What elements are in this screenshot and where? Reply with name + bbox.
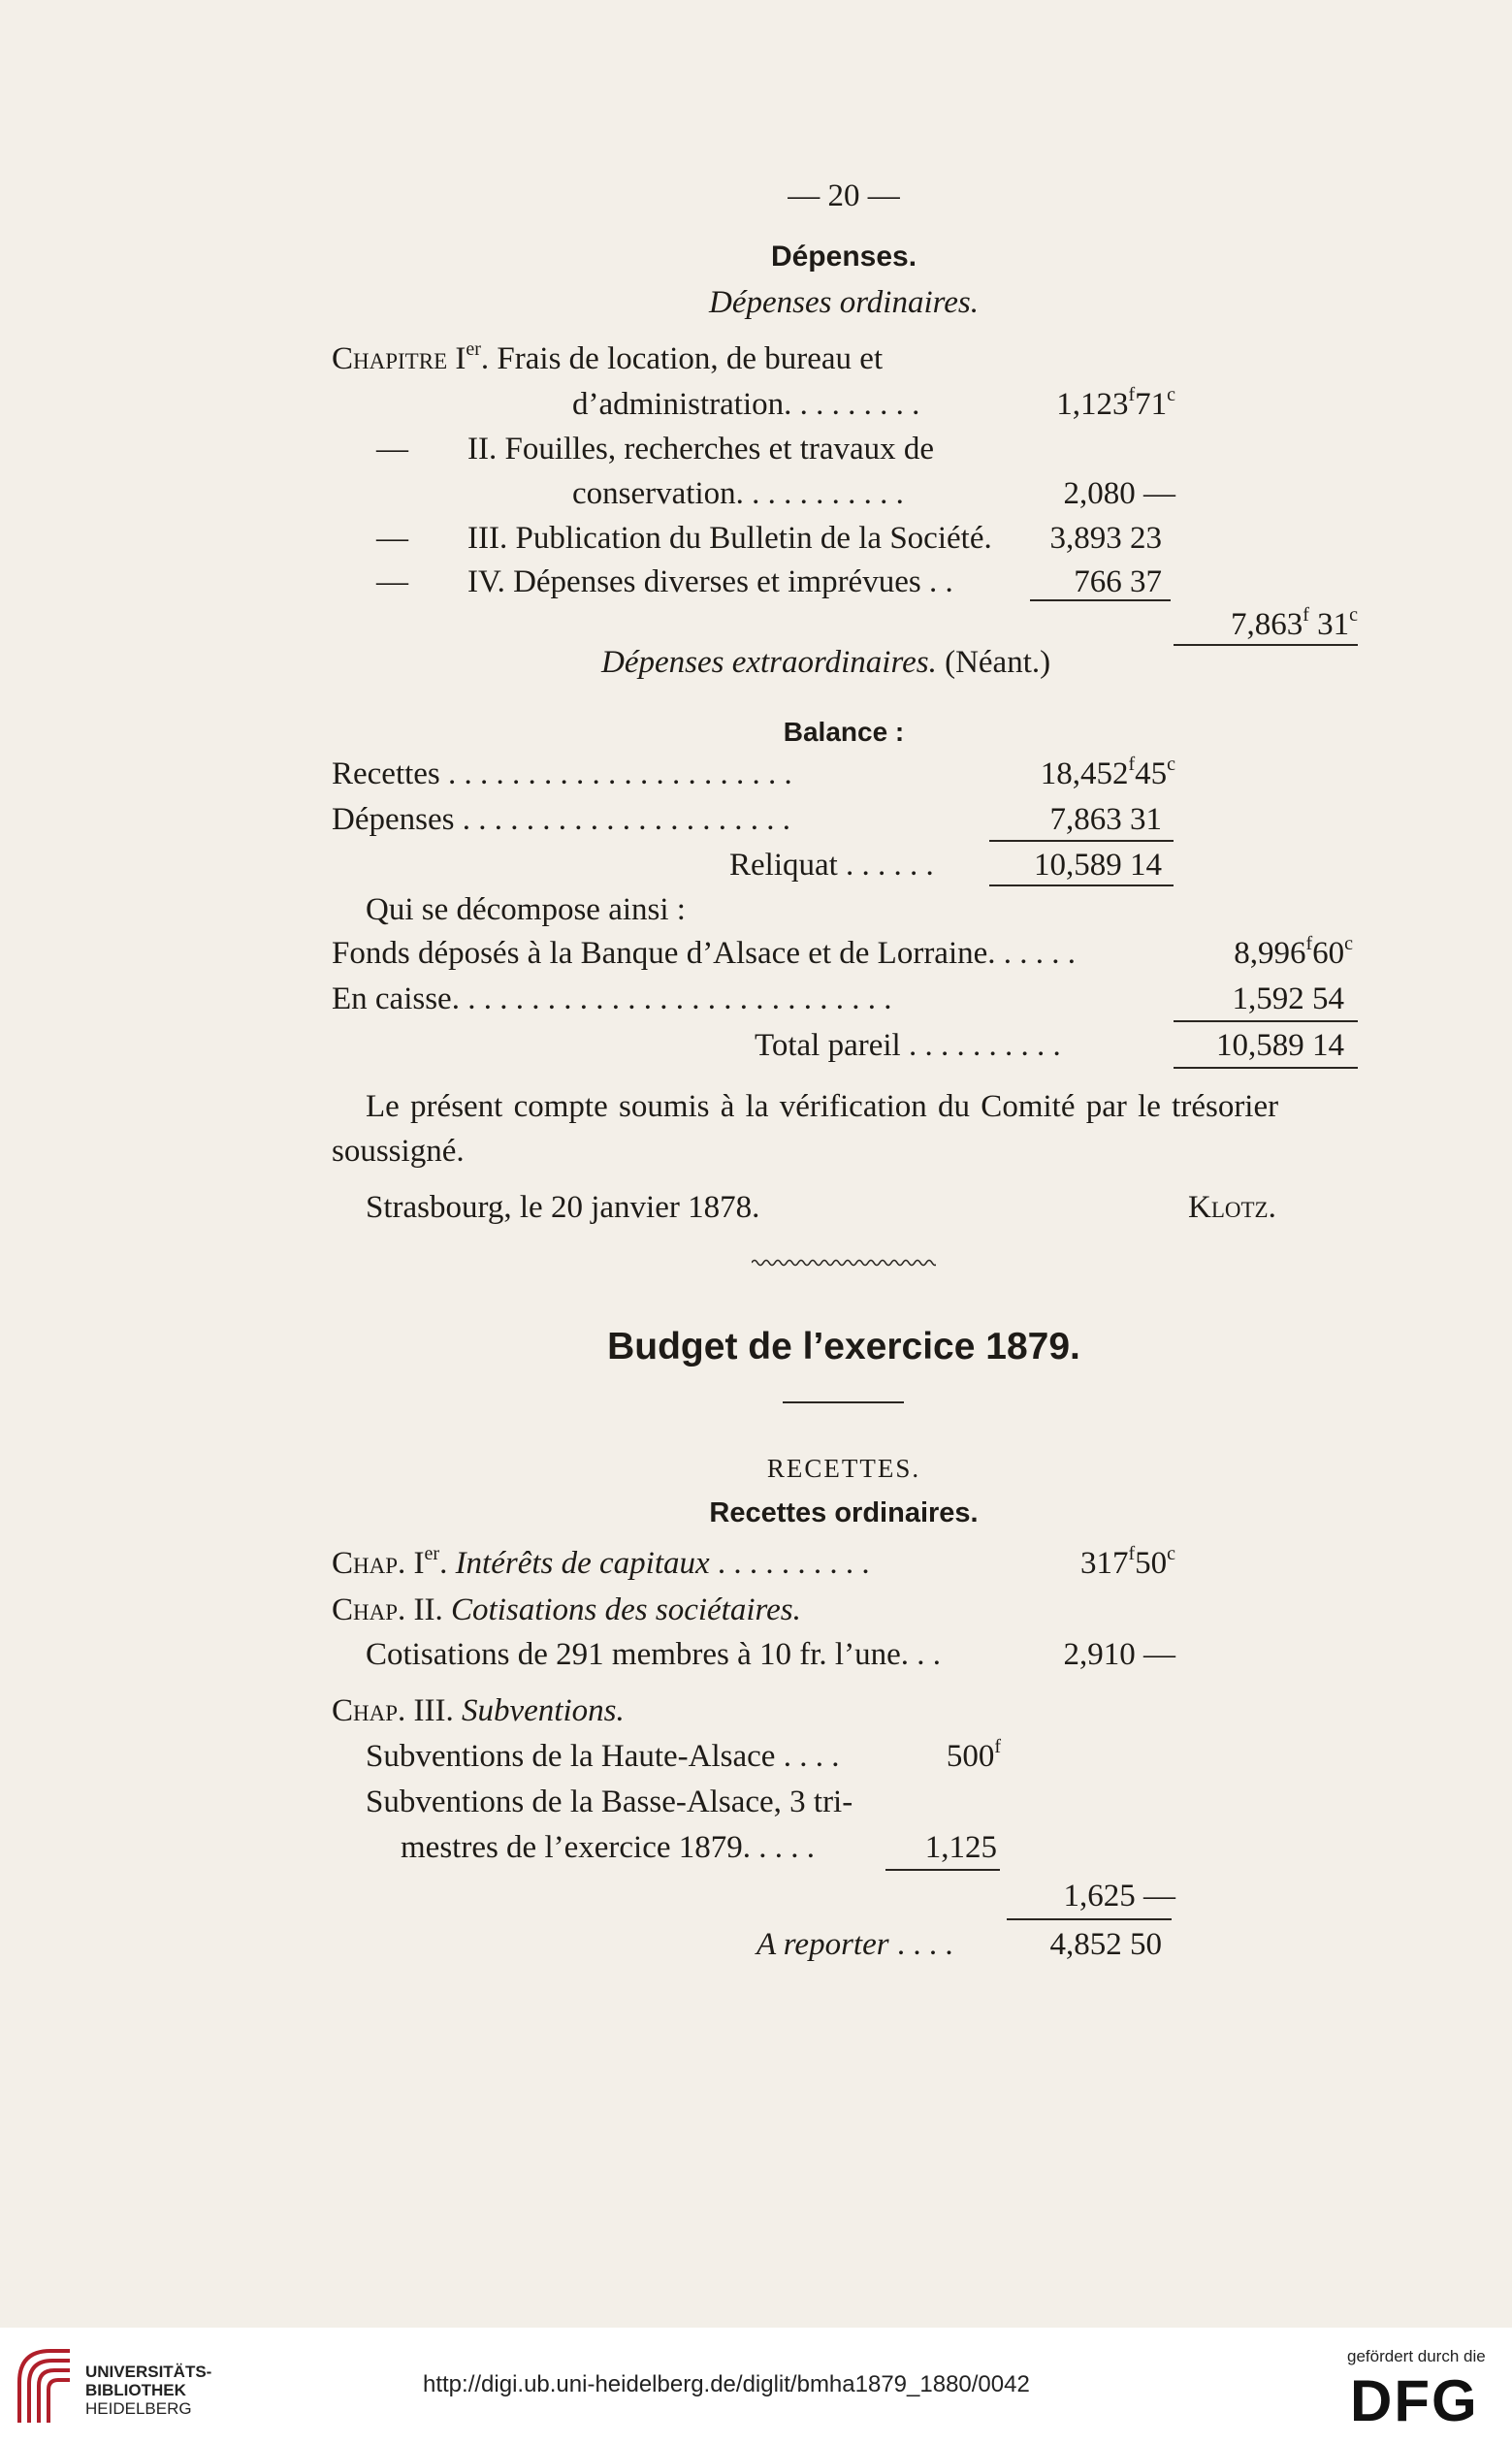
caisse-label: En caisse. . . . . . . . . . . . . . . . . . . . . . . . . . . .: [332, 981, 892, 1016]
place-date: Strasbourg, le 20 janvier 1878.: [366, 1190, 760, 1225]
budget-ch3-heading: Chap. III. Subventions.: [332, 1693, 625, 1728]
reliquat-underline: [989, 884, 1174, 886]
ch2-line-a: II. Fouilles, recherches et travaux de: [467, 432, 935, 466]
reporter-amount: 4,852 50: [1049, 1927, 1162, 1962]
recettes-ordinaires-heading: Recettes ordinaires.: [709, 1497, 979, 1528]
ch2-amount: 2,080 —: [1063, 476, 1175, 511]
ch2-dash: —: [376, 432, 408, 466]
ch4-underline: [1030, 599, 1171, 601]
depenses-ordinaires-heading: Dépenses ordinaires.: [708, 285, 980, 320]
reliquat-amount: 10,589 14: [1034, 848, 1162, 883]
budget-title-rule: [783, 1401, 904, 1403]
depenses-total: 7,863$^f$ 31$^c$: [1230, 604, 1358, 642]
source-url-link[interactable]: http://digi.ub.uni-heidelberg.de/diglit/bmha1879_1880/0042: [423, 2371, 1030, 2397]
recettes-heading: RECETTES.: [766, 1454, 921, 1483]
decompose-text: Qui se décompose ainsi :: [366, 892, 686, 927]
page-number: — 20 —: [788, 178, 900, 213]
library-logo-icon: [14, 2345, 74, 2427]
balance-heading: Balance :: [783, 717, 905, 747]
fonds-label: Fonds déposés à la Banque d’Alsace et de Lorraine. . . . . .: [332, 936, 1077, 971]
ch1-line-a: Chapitre Ier. Frais de location, de bureau et: [332, 338, 884, 376]
budget-ch2-amount: 2,910 —: [1063, 1637, 1175, 1672]
balance-depenses-underline: [989, 840, 1174, 842]
wavy-separator: [752, 1257, 936, 1269]
budget-ch1-amount: 317$^f$50$^c$: [1079, 1543, 1175, 1581]
ch3-dash: —: [376, 521, 408, 556]
balance-recettes-amount: 18,452$^f$45$^c$: [1040, 754, 1175, 791]
total-pareil-amount: 10,589 14: [1216, 1028, 1344, 1063]
depenses-heading: Dépenses.: [770, 241, 917, 273]
ch1-line-b: d’administration. . . . . . . . .: [572, 387, 920, 422]
caisse-amount: 1,592 54: [1232, 981, 1344, 1016]
subventions-total: 1,625 —: [1063, 1879, 1175, 1913]
ch1-amount: 1,123$^f$71$^c$: [1056, 384, 1175, 422]
budget-title: Budget de l’exercice 1879.: [607, 1326, 1080, 1367]
ch4-amount: 766 37: [1074, 564, 1162, 599]
subvention-basse-alsace-b: mestres de l’exercice 1879. . . . .: [401, 1830, 816, 1865]
statement-line-2: soussigné.: [332, 1134, 465, 1169]
library-name-1: UNIVERSITÄTS-: [85, 2363, 212, 2381]
subvention-haute-alsace-amount: 500$^f$: [946, 1736, 1001, 1774]
statement-line-1: Le présent compte soumis à la vérification du Comité par le trésorier: [366, 1089, 1279, 1124]
subventions-underline: [885, 1869, 1000, 1871]
library-name-2: BIBLIOTHEK: [85, 2381, 186, 2399]
caisse-underline: [1174, 1020, 1358, 1022]
depenses-total-underline: [1174, 644, 1358, 646]
depenses-extraordinaires: Dépenses extraordinaires. (Néant.): [601, 645, 1051, 680]
total-pareil-label: Total pareil . . . . . . . . . .: [755, 1028, 1061, 1063]
balance-depenses-label: Dépenses . . . . . . . . . . . . . . . . . . . . .: [332, 802, 790, 837]
footer-bar: [0, 2328, 1512, 2444]
fonds-amount: 8,996$^f$60$^c$: [1234, 933, 1353, 971]
budget-ch2-heading: Chap. II. Cotisations des sociétaires.: [332, 1592, 801, 1627]
ch4-text: IV. Dépenses diverses et imprévues . .: [467, 564, 953, 599]
treasurer-signature: Klotz.: [1188, 1190, 1276, 1225]
funded-by-text: gefördert durch die: [1347, 2347, 1486, 2365]
subvention-basse-alsace-amount: 1,125: [924, 1830, 997, 1865]
balance-recettes-label: Recettes . . . . . . . . . . . . . . . . . . . . . .: [332, 756, 792, 791]
budget-ch1-line: Chap. Ier. Intérêts de capitaux . . . . . . . . . .: [332, 1543, 870, 1581]
subvention-haute-alsace: Subventions de la Haute-Alsace . . . .: [366, 1739, 840, 1774]
ch2-line-b: conservation. . . . . . . . . . .: [572, 476, 904, 511]
reliquat-label: Reliquat . . . . . .: [729, 848, 934, 883]
dfg-logo: DFG: [1350, 2368, 1479, 2433]
ch3-amount: 3,893 23: [1049, 521, 1162, 556]
subvention-basse-alsace-a: Subventions de la Basse-Alsace, 3 tri-: [366, 1785, 853, 1819]
ch4-dash: —: [376, 564, 408, 599]
balance-depenses-amount: 7,863 31: [1049, 802, 1162, 837]
subventions-total-underline: [1007, 1918, 1172, 1920]
budget-ch2-line: Cotisations de 291 membres à 10 fr. l’une. . .: [366, 1637, 941, 1672]
ch3-text: III. Publication du Bulletin de la Société.: [467, 521, 992, 556]
reporter-line: A reporter . . . .: [756, 1927, 953, 1962]
total-pareil-underline: [1174, 1067, 1358, 1069]
library-name-3: HEIDELBERG: [85, 2399, 192, 2418]
